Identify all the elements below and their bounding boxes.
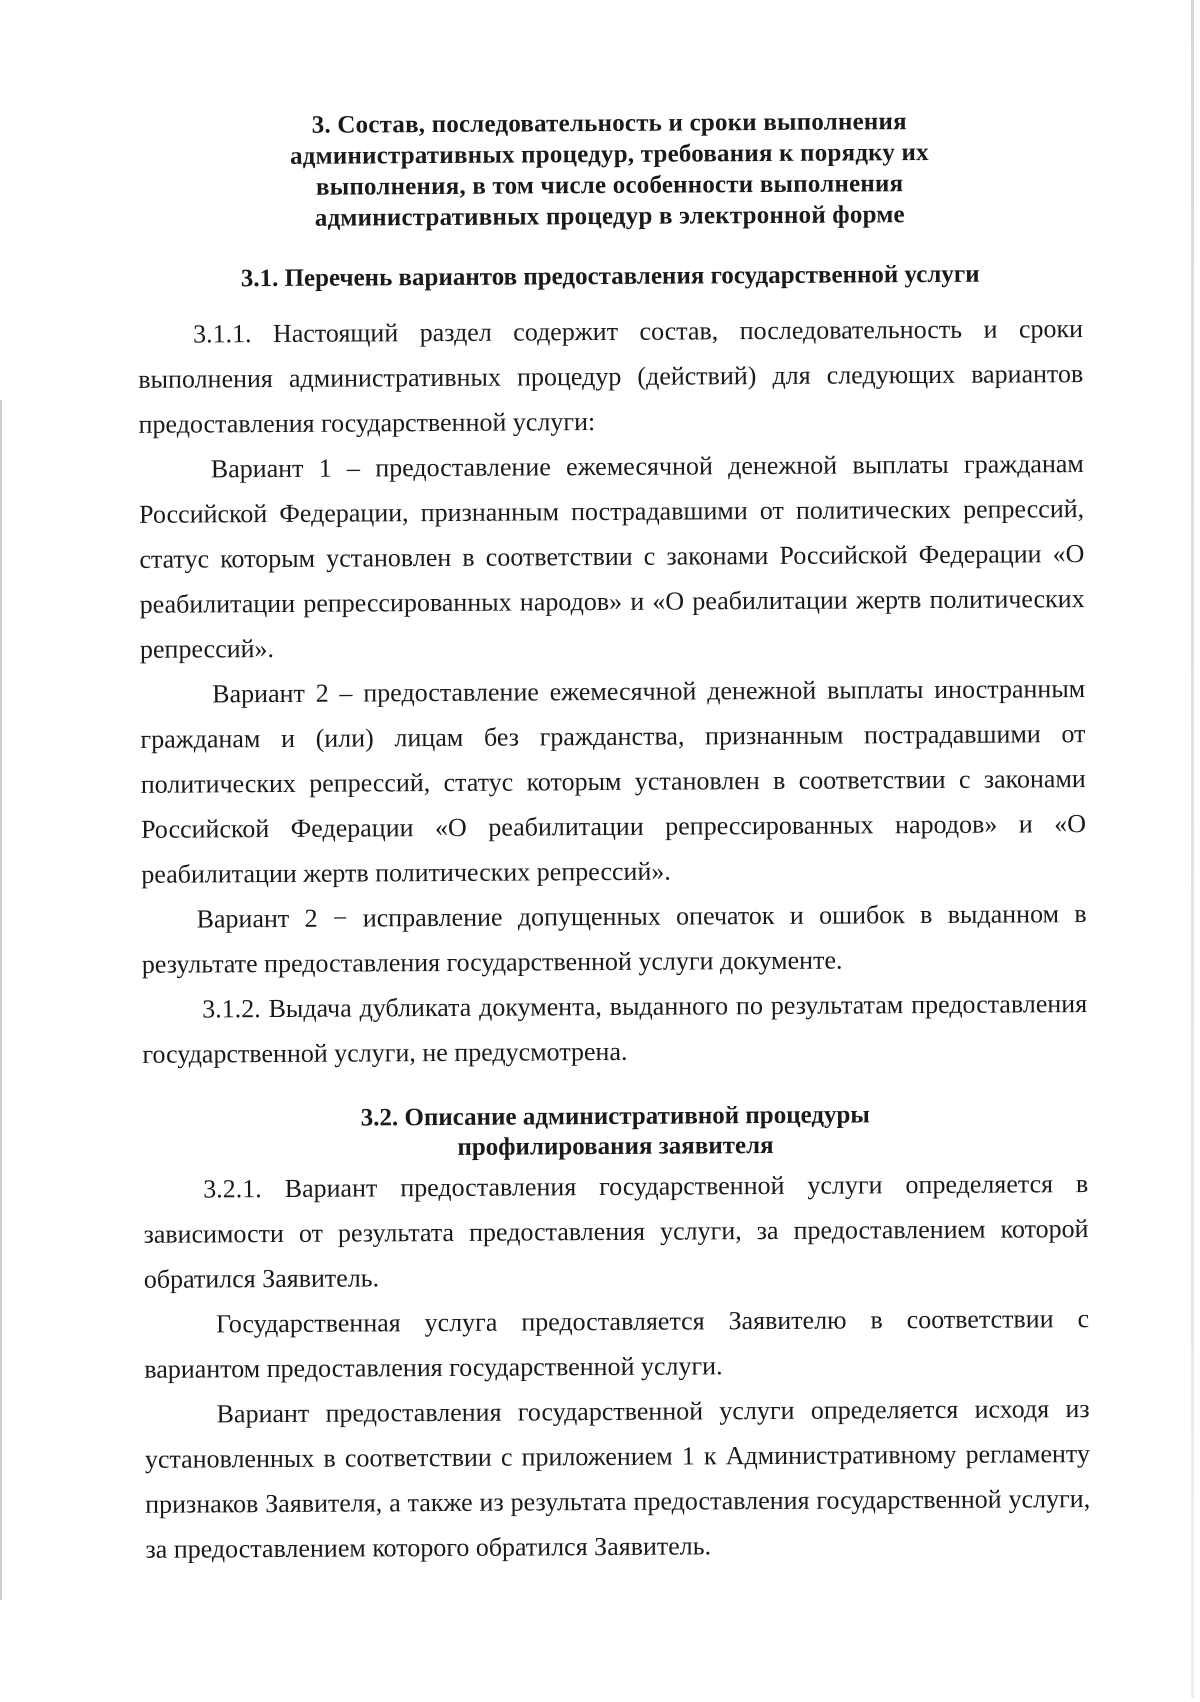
title-line: административных процедур в электронной форме <box>314 201 905 232</box>
title-line: административных процедур, требования к порядку их <box>289 138 929 170</box>
scan-left-edge <box>0 400 2 1600</box>
section-3-1 <box>138 259 1088 1077</box>
paragraph-3-2-1: 3.2.1. Вариант предоставления государственной услуги определяется в зависимости от результата предоставления услуги, за предоставлением которой обратился Заявитель. <box>143 1169 1089 1294</box>
section-3-title <box>137 105 1083 235</box>
paragraph-3-1-1: 3.1.1. Настоящий раздел содержит состав, последовательность и сроки выполнения административных процедур (действий) для следующих вариантов предоставления государственной услуги: <box>138 314 1084 439</box>
paragraph-3-2-variant: Вариант предоставления государственной услуги определяется исходя из установленных в соответствии с приложением 1 к Административному регламенту признаков Заявителя, а также из результата предоставления государственной услуги, за предоставлением которого обратился Заявитель. <box>144 1394 1091 1564</box>
section-3-2-heading-line: профилирования заявителя <box>457 1131 774 1161</box>
paragraph-variant-2: Вариант 2 – предоставление ежемесячной денежной выплаты иностранным гражданам и (или) лицам без гражданства, признанным пострадавшими от политических репрессий, статус которым установлен в соответствии с законами Российской Федерации «О реабилитации репрессированных народов» и «О реабилитации жертв политических репрессий». <box>140 674 1087 889</box>
section-3-2-heading-line: 3.2. Описание административной процедуры <box>360 1101 870 1132</box>
paragraph-variant-1: Вариант 1 – предоставление ежемесячной денежной выплаты гражданам Российской Федерации, признанным пострадавшими от политических репрессий, статус которым установлен в соответствии с законами Российской Федерации «О реабилитации репрессированных народов» и «О реабилитации жертв политических репрессий». <box>139 449 1085 664</box>
title-line: выполнения, в том числе особенности выполнения <box>315 170 904 201</box>
title-line: 3. Состав, последовательность и сроки выполнения <box>311 108 907 139</box>
paragraph-3-1-2: 3.1.2. Выдача дубликата документа, выданного по результатам предоставления государственной услуги, не предусмотрена. <box>142 989 1088 1069</box>
section-3-2 <box>143 1099 1091 1572</box>
section-3-1-heading: 3.1. Перечень вариантов предоставления государственной услуги <box>240 260 980 293</box>
paragraph-variant-3: Вариант 2 − исправление допущенных опечаток и ошибок в выданном в результате предоставления государственной услуги документе. <box>141 899 1087 979</box>
paragraph-3-2-service: Государственная услуга предоставляется Заявителю в соответствии с вариантом предоставления государственной услуги. <box>144 1304 1090 1384</box>
